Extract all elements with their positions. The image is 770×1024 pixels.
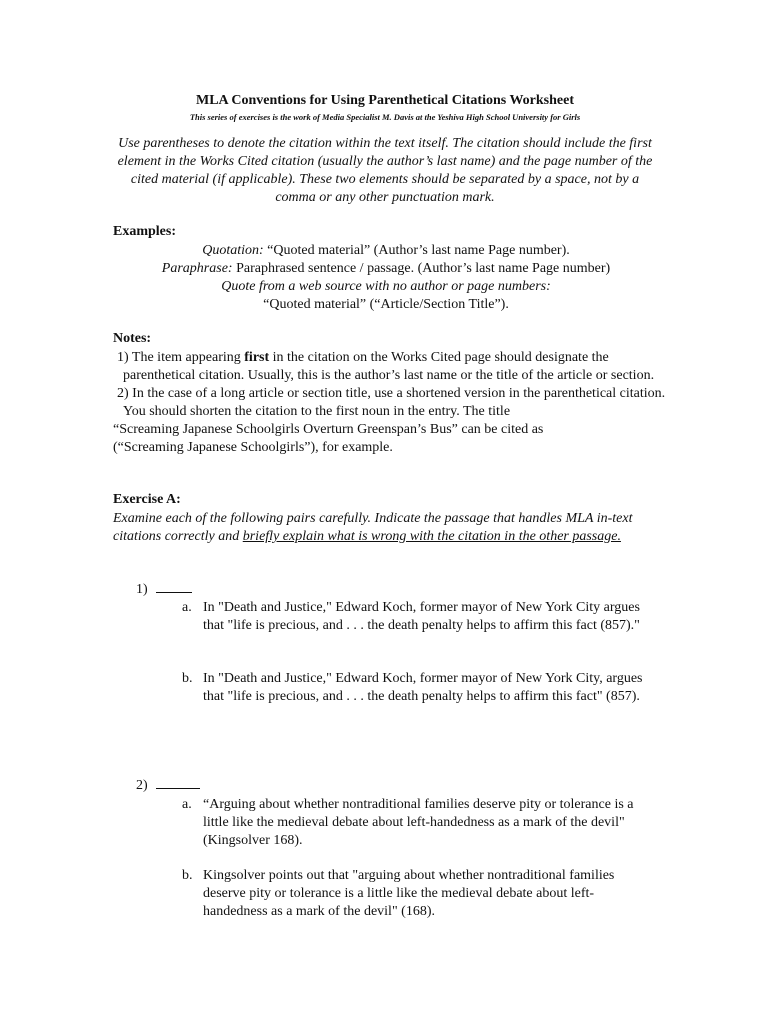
exercise-instructions: Examine each of the following pairs carefully. Indicate the passage that handles MLA in-text citations correctly and briefly explain what is wrong with the citation in the other passage. <box>113 511 633 544</box>
example-web-text: “Quoted material” (“Article/Section Title”). <box>263 297 509 312</box>
exercise-heading: Exercise A: <box>113 492 181 507</box>
example-paraphrase <box>113 260 659 278</box>
notes-heading: Notes: <box>113 331 152 346</box>
note-2: 2) In the case of a long article or section title, use a shortened version in the parenthetical citation. You should shorten the citation to the first noun in the entry. The title <box>117 386 666 419</box>
question-2-answer-blank[interactable] <box>156 777 200 789</box>
note-2-cont-2: (“Screaming Japanese Schoolgirls”), for example. <box>113 440 393 455</box>
question-1-number: 1) <box>136 581 192 598</box>
example-web-label: Quote from a web source with no author or page numbers: <box>221 279 551 294</box>
question-1-answer-blank[interactable] <box>156 581 192 593</box>
page-title: MLA Conventions for Using Parenthetical Citations Worksheet <box>195 93 574 108</box>
examples-block <box>113 242 659 314</box>
page-subtitle: This series of exercises is the work of Media Specialist M. Davis at the Yeshiva High School University for Girls <box>189 112 581 122</box>
example-quotation <box>113 242 659 260</box>
question-2-option-a: a. “Arguing about whether nontraditional families deserve pity or tolerance is a little like the medieval debate about left-handedness as a mark of the devil" (Kingsolver 168). <box>182 797 634 848</box>
quotation-label: Quotation: <box>202 243 264 258</box>
question-2-number: 2) <box>136 777 200 794</box>
paraphrase-label: Paraphrase: <box>161 261 233 276</box>
question-1-option-b: b. In "Death and Justice," Edward Koch, former mayor of New York City, argues that "life is precious, and . . . the death penalty helps to affirm this fact" (857). <box>182 671 643 704</box>
intro-paragraph: Use parentheses to denote the citation within the text itself. The citation should include the first element in the Works Cited citation (usually the author’s last name) and the page number of the cited material (if applicable). These two elements should be separated by a space, not by a comma or any other punctuation mark. <box>117 136 653 205</box>
note-1: 1) The item appearing first in the citation on the Works Cited page should designate the parenthetical citation. Usually, this is the author’s last name or the title of the article or section. <box>117 350 655 383</box>
exercise-instructions-underlined: briefly explain what is wrong with the citation in the other passage. <box>242 529 621 544</box>
note-2-cont-1: “Screaming Japanese Schoolgirls Overturn Greenspan’s Bus” can be cited as <box>113 422 544 437</box>
note-1-emphasis: first <box>244 350 270 365</box>
question-1-option-a: a. In "Death and Justice," Edward Koch, former mayor of New York City argues that "life is precious, and . . . the death penalty helps to affirm this fact (857)." <box>182 600 640 633</box>
examples-heading: Examples: <box>113 224 176 239</box>
quotation-text: “Quoted material” (Author’s last name Page number). <box>263 243 570 258</box>
question-2-option-b: b. Kingsolver points out that "arguing about whether nontraditional families deserve pity or tolerance is a little like the medieval debate about left-handedness as a mark of the devil" (168). <box>182 868 615 919</box>
notes-block <box>113 349 673 457</box>
paraphrase-text: Paraphrased sentence / passage. (Author’s last name Page number) <box>232 261 611 276</box>
